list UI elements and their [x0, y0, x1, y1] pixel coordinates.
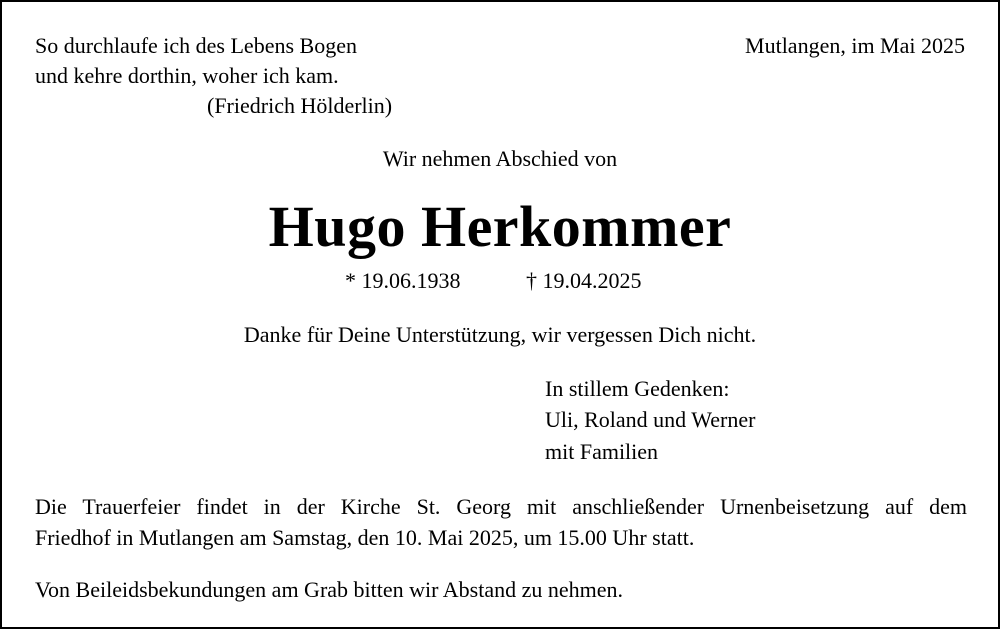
- death-date: † 19.04.2025: [526, 268, 642, 293]
- condolence-note: Von Beileidsbekundungen am Grab bitten wir Abstand zu nehmen.: [35, 577, 623, 602]
- funeral-info-line-1: Die Trauerfeier findet in der Kirche St. Georg mit anschließender Urnenbeisetzung auf dem: [35, 494, 967, 519]
- intro-text: Wir nehmen Abschied von: [382, 146, 618, 171]
- mourners-heading: In stillem Gedenken:: [545, 376, 730, 401]
- deceased-name: Hugo Herkommer: [268, 194, 732, 259]
- quote-line-2: und kehre dorthin, woher ich kam.: [35, 63, 339, 88]
- mourners-families: mit Familien: [545, 439, 659, 464]
- thanks-text: Danke für Deine Unterstützung, wir vergessen Dich nicht.: [243, 322, 757, 347]
- birth-date: * 19.06.1938: [345, 268, 461, 293]
- funeral-info-line-2: Friedhof in Mutlangen am Samstag, den 10. Mai 2025, um 15.00 Uhr statt.: [35, 525, 695, 550]
- quote-author: (Friedrich Hölderlin): [207, 93, 393, 118]
- quote-line-1: So durchlaufe ich des Lebens Bogen: [35, 33, 357, 58]
- place-and-date: Mutlangen, im Mai 2025: [745, 33, 965, 58]
- mourners-names: Uli, Roland und Werner: [545, 407, 756, 432]
